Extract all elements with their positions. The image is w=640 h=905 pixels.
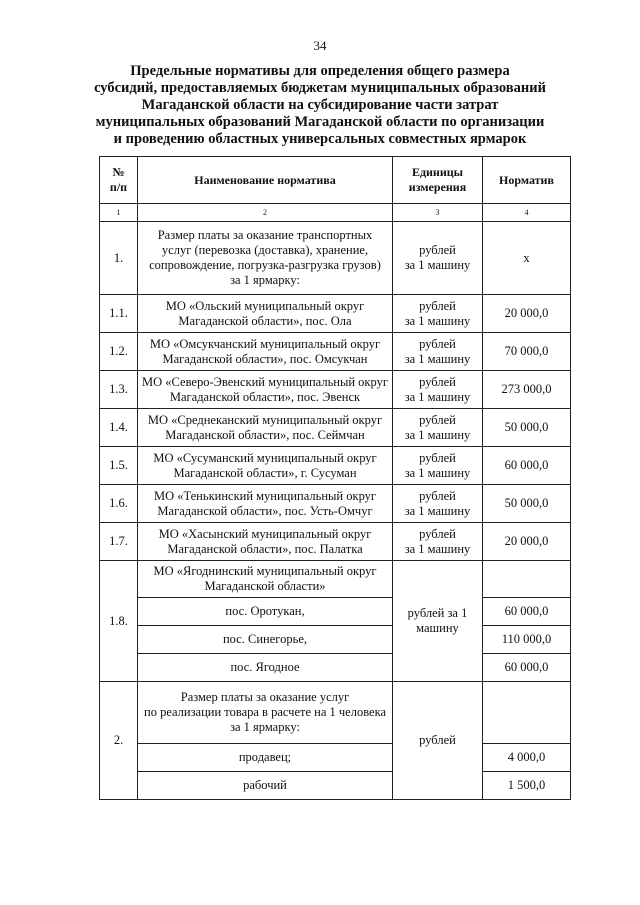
table-subrow [100,626,571,654]
row-name-text: Размер платы за оказание транспортных [157,228,373,242]
row-unit-text: за 1 машину [404,427,471,442]
subrow-name [138,772,393,800]
table-subrow [100,772,571,800]
table-row [100,222,571,295]
title-line: Магаданской области на субсидирование части затрат [141,97,499,113]
row-name [138,409,393,447]
row-name-text: МО «Хасынский муниципальный округ [158,526,372,541]
row-value-text: 50 000,0 [504,496,549,510]
subrow-name [138,598,393,626]
row-name [138,371,393,409]
row-unit [393,333,483,371]
index-cell: 4 [483,204,571,222]
subrow-name-text: продавец; [238,750,292,764]
row-unit [393,409,483,447]
row-name-text: Магаданской области» [204,579,326,593]
row-unit-text: рублей [419,298,456,313]
subrow-name-text: рабочий [243,778,287,792]
row-num [100,333,138,371]
subrow-value [483,626,571,654]
row-num-text: 1.7. [109,534,128,548]
row-num [100,447,138,485]
row-num [100,295,138,333]
row-name-text: Магаданской области», пос. Эвенск [169,389,361,404]
subrow-value-text: 60 000,0 [504,604,549,618]
subrow-name-text: пос. Синегорье, [222,632,307,646]
table-row [100,523,571,561]
row-num [100,561,138,682]
row-num [100,222,138,295]
row-value [483,295,571,333]
row-unit [393,561,483,682]
row-value-empty [483,561,571,598]
subrow-value [483,598,571,626]
row-unit [393,222,483,295]
row-num [100,371,138,409]
row-value-text: 20 000,0 [504,306,549,320]
row-unit-text: рублей [419,243,456,257]
row-unit-text: рублей [419,488,456,503]
row-name-text: Размер платы за оказание услуг [180,690,350,704]
row-value [483,371,571,409]
page-number: 34 [313,38,327,53]
row-unit-text: рублей [419,526,456,541]
table-subrow [100,598,571,626]
row-value [483,485,571,523]
table-row [100,333,571,371]
row-name-text: Магаданской области», пос. Омсукчан [162,351,368,366]
index-cell: 3 [393,204,483,222]
row-name-text: МО «Ягоднинский муниципальный округ [153,564,377,578]
subrow-name [138,654,393,682]
subrow-value-text: 60 000,0 [504,660,549,674]
row-name-text: по реализации товара в расчете на 1 человека [144,705,386,719]
header-row [100,157,571,204]
row-name-text: МО «Сусуманский муниципальный округ [153,450,377,465]
subrow-name [138,626,393,654]
row-name-text: Магаданской области», пос. Палатка [167,541,363,556]
row-unit [393,295,483,333]
row-num [100,485,138,523]
row-unit-text: машину [416,621,459,635]
row-unit-text: за 1 машину [404,258,471,272]
row-unit-text: рублей [419,733,456,747]
row-name-text: Магаданской области», г. Сусуман [173,465,357,480]
row-name-text: за 1 ярмарку: [230,273,300,287]
row-num-text: 1.4. [109,420,128,434]
row-name [138,222,393,295]
row-name [138,682,393,744]
row-name-text: МО «Тенькинский муниципальный округ [153,488,377,503]
row-num-text: 2. [113,733,124,747]
row-name [138,447,393,485]
row-name-text: сопровождение, погрузка-разгрузка грузов) [149,258,381,272]
title-line: муниципальных образований Магаданской области по организации [95,114,545,130]
table-row [100,447,571,485]
row-unit-text: за 1 машину [404,465,471,480]
subrow-name [138,744,393,772]
row-unit-text: рублей за 1 [407,606,468,620]
row-unit-text: рублей [419,336,456,351]
table-row [100,409,571,447]
index-cell: 1 [100,204,138,222]
header-name: Наименование норматива [138,157,393,204]
title-line: Предельные нормативы для определения общего размера [130,63,510,79]
document-title [80,63,560,148]
row-name-text: МО «Среднеканский муниципальный округ [147,412,383,427]
row-unit [393,447,483,485]
row-name-text: Магаданской области», пос. Усть-Омчуг [157,503,373,518]
row-num-text: 1.2. [109,344,128,358]
row-name-text: Магаданской области», пос. Сеймчан [165,427,365,442]
row-value-text: 70 000,0 [504,344,549,358]
row-name-text: услуг (перевозка (доставка), хранение, [161,243,369,257]
row-name [138,485,393,523]
row-unit [393,371,483,409]
norms-table [99,156,571,800]
header-unit: Единицы измерения [393,157,483,204]
row-unit-text: за 1 машину [404,351,471,366]
subrow-value [483,772,571,800]
row-value [483,447,571,485]
row-num-text: 1. [113,250,124,265]
row-num-text: 1.5. [109,458,128,472]
table-row [100,485,571,523]
row-unit-text: рублей [419,450,456,465]
row-num-text: 1.3. [109,382,128,396]
index-row [100,204,571,222]
row-name-text: МО «Северо-Эвенский муниципальный округ [142,374,388,389]
row-unit [393,523,483,561]
subrow-name-text: пос. Ягодное [230,660,300,674]
table-row [100,682,571,744]
row-value-text: 50 000,0 [504,420,549,434]
row-value [483,222,571,295]
row-name [138,561,393,598]
row-num-text: 1.8. [109,613,128,628]
row-name-text: МО «Ольский муниципальный округ [165,298,365,313]
row-unit [393,682,483,800]
row-num [100,409,138,447]
row-name-text: Магаданской области», пос. Ола [178,313,352,328]
row-name [138,295,393,333]
table-row [100,561,571,598]
row-value-text: 60 000,0 [504,458,549,472]
row-name-text: МО «Омсукчанский муниципальный округ [149,336,381,351]
row-name [138,333,393,371]
row-value-text: х [523,250,530,265]
subrow-value-text: 110 000,0 [501,632,552,646]
row-value-text: 273 000,0 [501,382,552,396]
subrow-value [483,744,571,772]
row-unit-text: за 1 машину [404,503,471,518]
row-name-text: за 1 ярмарку: [230,720,300,734]
row-unit [393,485,483,523]
row-unit-text: за 1 машину [404,389,471,404]
table-row [100,295,571,333]
row-num-text: 1.1. [109,306,128,320]
header-norm: Норматив [483,157,571,204]
row-value [483,523,571,561]
table-subrow [100,654,571,682]
table-subrow [100,744,571,772]
row-value [483,409,571,447]
row-unit-text: за 1 машину [404,313,471,328]
row-num [100,682,138,800]
subrow-value-text: 4 000,0 [507,750,546,764]
header-num: № п/п [100,157,138,204]
row-num-text: 1.6. [109,496,128,510]
title-line: субсидий, предоставляемых бюджетам муниципальных образований [94,80,546,96]
subrow-value-text: 1 500,0 [507,778,546,792]
row-unit-text: рублей [419,412,456,427]
row-value-text: 20 000,0 [504,534,549,548]
index-cell: 2 [138,204,393,222]
row-value-empty [483,682,571,744]
row-unit-text: за 1 машину [404,541,471,556]
row-num [100,523,138,561]
row-value [483,333,571,371]
row-unit-text: рублей [419,374,456,389]
row-name [138,523,393,561]
table-row [100,371,571,409]
title-line: и проведению областных универсальных совместных ярмарок [113,131,527,147]
subrow-name-text: пос. Оротукан, [225,604,305,618]
subrow-value [483,654,571,682]
